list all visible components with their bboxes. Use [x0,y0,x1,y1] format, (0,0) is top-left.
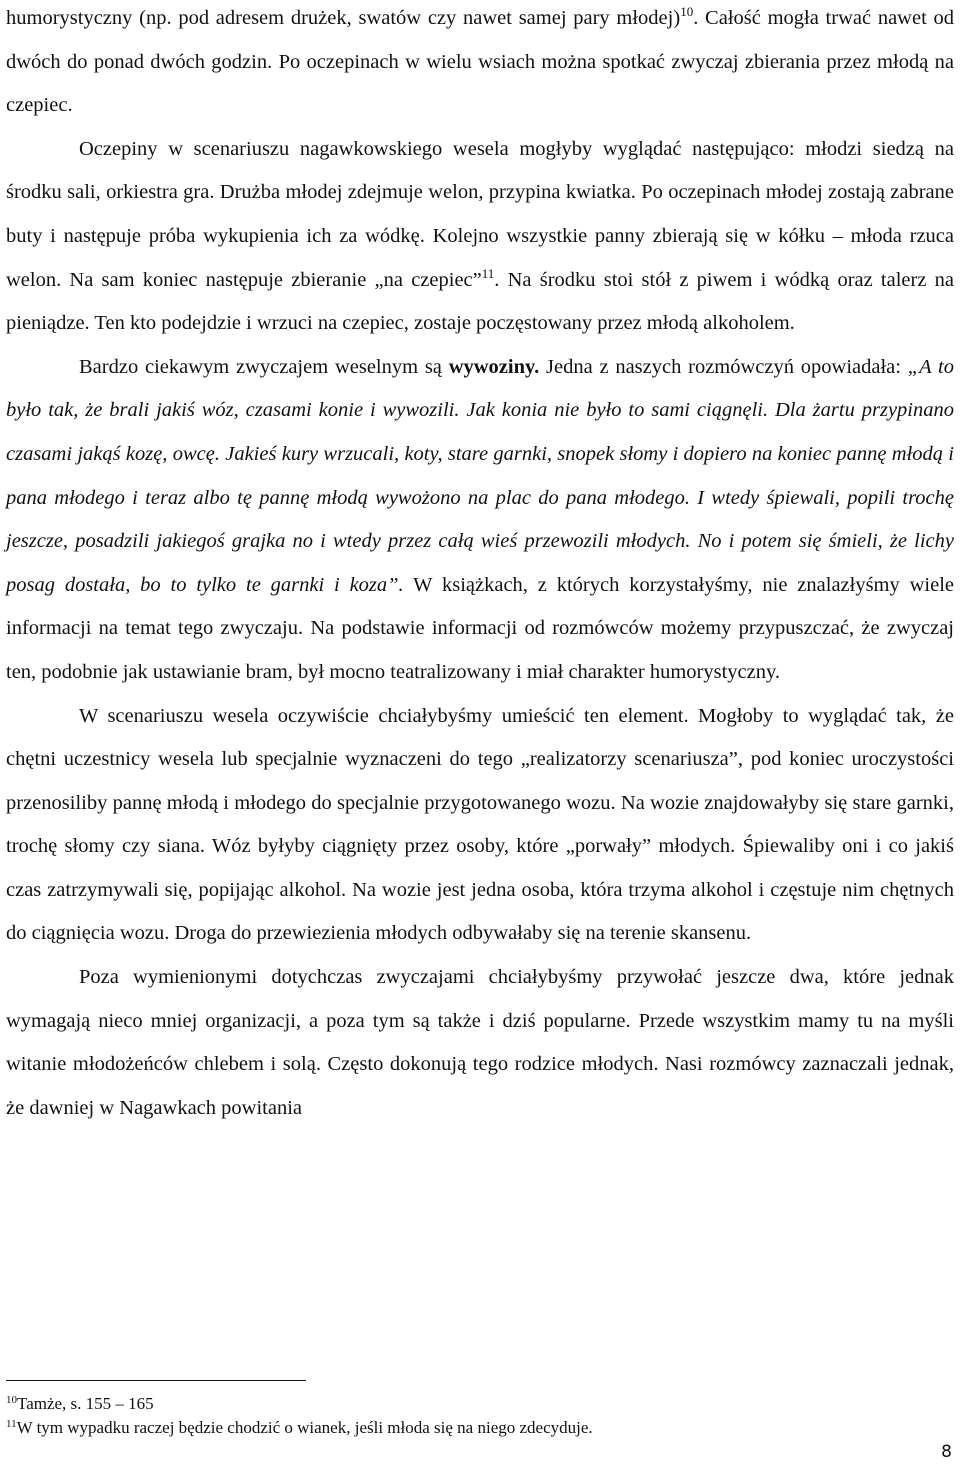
paragraph-1-text-cont: . Całość mogła trwać nawet od dwóch do ponad dwóch godzin. Po oczepinach w wielu wsiach można spotkać zwyczaj zbierania przez młodą na czepiec. [6,7,954,117]
paragraph-3-text-end: W książkach, z których korzystałyśmy, nie znalazłyśmy wiele informacji na temat tego zwyczaju. Na podstawie informacji od rozmówców możemy przypuszczać, że zwyczaj ten, podobnie jak ustawianie bram, był mocno teatralizowany i miał charakter humorystyczny. [6,573,954,683]
page-number: 8 [941,1442,952,1462]
footnote-text: W tym wypadku raczej będzie chodzić o wianek, jeśli młoda się na niego zdecyduje. [16,1418,593,1437]
footnote-10 [6,1392,593,1416]
paragraph-3-text-cont: Jedna z naszych rozmówczyń opowiadała: [539,355,908,378]
paragraph-1 [6,0,954,128]
paragraph-2 [6,128,954,346]
footnotes [6,1392,593,1440]
body-text [6,0,954,1130]
footnote-text: Tamże, s. 155 – 165 [17,1394,154,1413]
footnote-divider [6,1380,306,1381]
paragraph-3 [6,346,954,695]
paragraph-2-text-cont: . Na środku stoi stół z piwem i wódką oraz talerz na pieniądze. Ten kto podejdzie i wrzuci na czepiec, zostaje poczęstowany przez młodą alkoholem. [6,268,954,335]
paragraph-5: Poza wymienionymi dotychczas zwyczajami chciałybyśmy przywołać jeszcze dwa, które jednak wymagają nieco mniej organizacji, a poza tym są także i dziś popularne. Przede wszystkim mamy tu na myśli witanie młodożeńców chlebem i solą. Często dokonują tego rodzice młodych. Nasi rozmówcy zaznaczali jednak, że dawniej w Nagawkach powitania [6,966,954,1119]
bold-term-wywoziny: wywoziny. [448,355,540,378]
footnote-number: 11 [6,1418,17,1430]
footnote-number: 10 [6,1394,17,1406]
interview-quote: „A to było tak, że brali jakiś wóz, czasami konie i wywozili. Jak konia nie było to sami ciągnęli. Dla żartu przypinano czasami jakąś kozę, owcę. Jakieś kury wrzucali, koty, stare garnki, snopek słomy i dopiero na koniec pannę młodą i pana młodego i teraz albo tę pannę młodą wywożono na plac do pana młodego. I wtedy śpiewali, popili trochę jeszcze, posadzili jakiegoś grajka no i wtedy przez całą wieś przewozili młodych. No i potem się śmieli, że lichy posag dostała, bo to tylko te garnki i koza”. [6,355,955,596]
paragraph-2-text: Oczepiny w scenariuszu nagawkowskiego wesela mogłyby wyglądać następująco: młodzi siedzą na środku sali, orkiestra gra. Drużba młodej zdejmuje welon, przypina kwiatka. Po oczepinach młodej zostają zabrane buty i następuje próba wykupienia ich za wódkę. Kolejno wszystkie panny zbierają się w kółku – młoda rzuca welon. Na sam koniec następuje zbieranie „na czepiec” [6,137,954,291]
footnote-ref-11[interactable]: 11 [481,265,495,281]
footnote-ref-10[interactable]: 10 [680,4,694,19]
paragraph-3-text: Bardzo ciekawym zwyczajem weselnym są [79,355,449,378]
footnote-11 [6,1416,593,1440]
paragraph-4: W scenariuszu wesela oczywiście chciałybyśmy umieścić ten element. Mogłoby to wyglądać tak, że chętni uczestnicy wesela lub specjalnie wyznaczeni do tego „realizatorzy scenariusza”, pod koniec uroczystości przenosiliby pannę młodą i młodego do specjalnie przygotowanego wozu. Na wozie znajdowałyby się stare garnki, trochę słomy czy siana. Wóz byłyby ciągnięty przez osoby, które „porwały” młodych. Śpiewaliby oni i co jakiś czas zatrzymywali się, popijając alkohol. Na wozie jest jedna osoba, która trzyma alkohol i częstuje nim chętnych do ciągnięcia wozu. Droga do przewiezienia młodych odbywałaby się na terenie skansenu. [6,704,954,945]
paragraph-1-text: humorystyczny (np. pod adresem drużek, swatów czy nawet samej pary młodej) [6,7,681,29]
